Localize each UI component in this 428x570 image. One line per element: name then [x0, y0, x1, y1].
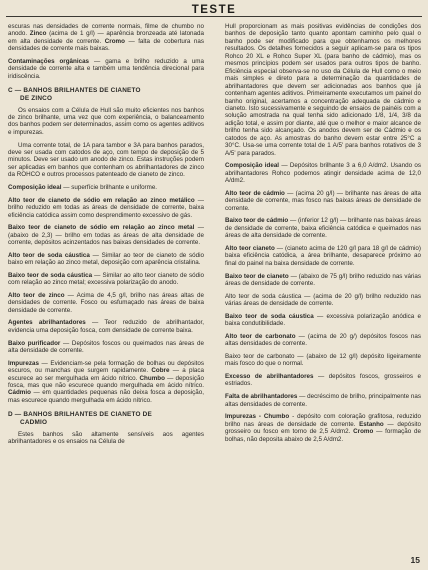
paragraph: Contaminações orgânicas — gama e brilho reduzido a uma densidade de corrente alta e também uma tendência direcional para iridiscência. — [8, 58, 204, 80]
paragraph: escuras nas densidades de corrente normais, filme de chumbo no anodo. Zinco (acima de 1 g/l) — aparência bronzeada até latonada em alta densidade de corrente. Cromo — falta de cobertura nas densidades de corrente mais baixas. — [8, 23, 204, 53]
paragraph: Baixo teor de soda cáustica — Similar ao alto teor cianeto de sódio com relação ao zinco metal; excessiva polarização do anodo. — [8, 271, 204, 287]
paragraph: Baixo teor de carbonato — (abaixo de 12 g/l) depósito ligeiramente mais fosco do que o normal. — [225, 352, 421, 368]
paragraph: Impurezas - Chumbo - depósito com coloração grafitosa, reduzido brilho nas áreas de densidade de corrente. Estanho — depósito grosseiro ou fosco em torno de 2,5 A/dm2. Cromo — formação de bolhas, não deposita abaixo de 2,5 A/dm2. — [225, 413, 422, 443]
paragraph: Uma corrente total, de 1A para tambor e 3A para banhos parados, deve ser usada com catodos de aço, com tempo de deposição de 5 minutos. Deve ser usado um anodo de zinco. Estas instruções podem ser aplicadas em banhos que contenham os abrilhantadores de zinco da ROHCO e outros processos patenteado de cianeto de zinco. — [8, 141, 204, 179]
paragraph: Os ensaios com a Célula de Hull são muito eficientes nos banhos de zinco brilhante, uma vez que com experiência, o balanceamento dos banhos podem ser determinados, assim como os agentes aditivos e impurezas. — [8, 106, 204, 136]
paragraph: Hull proporcionam as mais positivas evidências de condições dos banhos de deposição tanto quanto apontam caminho pelo qual o banho pode ser modificado para que obtenhamos os melhores resultados. Os detalhes fornecidos a seguir aplicam-se para os tipos Rohco 20 XL e Rohco Super XL (para banho de cádmio), mas os mesmos princípios podem ser usados para outros tipos de banho. Eficiência especial observa-se no uso da Célula de Hull como o meio mais simples e direto para a determinação da quantidades de abrilhantadores que devem ser adicionadas aos banhos que já contenham agentes aditivos. Primeiramente executamos um painel do banho original, acertamos a concentração adequada de cádmio e cianeto. Isto sucessivamente e seguindo de ensaios de painéis com a solução amostrada na qual tenha sido adicionado 1/8, 1/4, 3/8 da adição total, e assim por diante, até que o melhor e maior alcance de brilho tenha sido alcançado. Os anodos devem ser de Cádmio e os catodos de aço. As amostras do banho devem estar entre 25°C a 30°C. Usa-se uma corrente total de 1 A/5' para banhos rotativos de 3 A/5' para parados. — [225, 23, 421, 157]
paragraph: Alto teor de soda cáustica — (acima de 20 g/l) brilho reduzido nas várias áreas de densidade de corrente. — [225, 292, 421, 308]
paragraph: Baixo teor de cádmio — (inferior 12 g/l) — brilhante nas baixas áreas de densidade de corrente, baixa eficiência catódica e queimados nas áreas de alta densidade de corrente. — [225, 217, 421, 240]
page-number: 15 — [410, 555, 420, 565]
right-column — [225, 23, 421, 448]
paragraph: Alto teor de cádmio — (acima 20 g/l) — brilhante nas áreas de alta densidade de corrente, mas fosco nas baixas áreas de densidade de corrente. — [225, 189, 421, 212]
paragraph: Alto teor de soda cáustica — Similar ao teor de cianeto de sódio baixo em relação ao zinco metal, deposição com aparência cristalina. — [8, 251, 204, 267]
left-column — [8, 23, 204, 451]
paragraph: Composição ideal — Depósitos brilhante 3 a 6,0 A/dm2. Usando os abrilhantadores Rohco podemos atingir densidade acima de 12,0 A/dm2. — [225, 162, 421, 185]
paragraph: Alto teor de zinco — Acima de 4,5 g/l, brilho nas áreas altas de densidades de corrente. Fosco ou esfumaçado nas áreas de baixa densidade de corrente. — [8, 291, 204, 314]
paragraph: Excesso de abrilhantadores — depósitos foscos, grosseiros e estriados. — [225, 373, 421, 388]
paragraph: Baixo teor de soda cáustica — excessiva polarização anódica e baixa condutibilidade. — [225, 312, 421, 328]
paragraph: Agentes abrilhantadores — Teor reduzido de abrilhantador, evidencia uma deposição fosca, com densidade de corrente baixa. — [8, 319, 204, 334]
paragraph: Baixo teor de cianeto — (abaixo de 75 g/l) brilho reduzido nas várias áreas de densidade de corrente. — [225, 272, 421, 287]
paragraph: Falta de abrilhantadores — decréscimo de brilho, principalmente nas altas densidades de corrente. — [225, 393, 421, 408]
paragraph: Baixo teor de cianeto de sódio em relação ao zinco metal — (abaixo de 2,3) — brilho em todas as áreas de alta densidade de corrente, depósitos acinzentados nas baixas densidades de corrente. — [8, 224, 204, 247]
paragraph: Estes banhos são altamente sensíveis aos agentes abrilhantadores e os ensaios na Célula de — [8, 430, 204, 446]
page-title: TESTE — [191, 4, 237, 16]
section-heading-c: C — BANHOS BRILHANTES DE CIANETO DE ZINCO — [8, 87, 141, 102]
paragraph: Impurezas — Evidenciam-se pela formação de bolhas ou depósitos escuros, ou manchas que surgem rapidamente. Cobre — a placa escurece ao ser mergulhada em ácido nítrico. Chumbo — deposição fosca, mas que não escurece quando mergulhada em ácido nítrico. Cádmio — em quantidades pequenas não deixa fosca a deposição, mas escurece quando mergulhada em ácido nítrico. — [8, 359, 204, 404]
section-heading-d: D — BANHOS BRILHANTES DE CIANETO DE CADMIO — [8, 411, 152, 426]
paragraph: Composição ideal — superfície brilhante e uniforme. — [8, 184, 158, 191]
paragraph: Alto teor de carbonato — (acima de 20 g/) depósitos foscos nas altas densidades de corrente. — [225, 332, 421, 348]
paragraph: Alto teor de cianeto de sódio em relação ao zinco metálico — brilho reduzido em todas as áreas de densidade de corrente, baixa eficiência catódica assim como desprendimento excessivo de gás. — [8, 196, 204, 219]
paragraph: Alto teor cianeto — (cianeto acima de 120 g/l para 18 g/l de cádmio) baixa eficiência catódica, a área brilhante, desaparece próximo ao final do painel na baixa densidade de corrente. — [225, 244, 421, 267]
page-header — [0, 0, 428, 17]
header-rule — [6, 16, 422, 17]
paragraph: Baixo purificador — Depósitos foscos ou queimados nas áreas de alta densidade de corrente. — [8, 339, 204, 355]
